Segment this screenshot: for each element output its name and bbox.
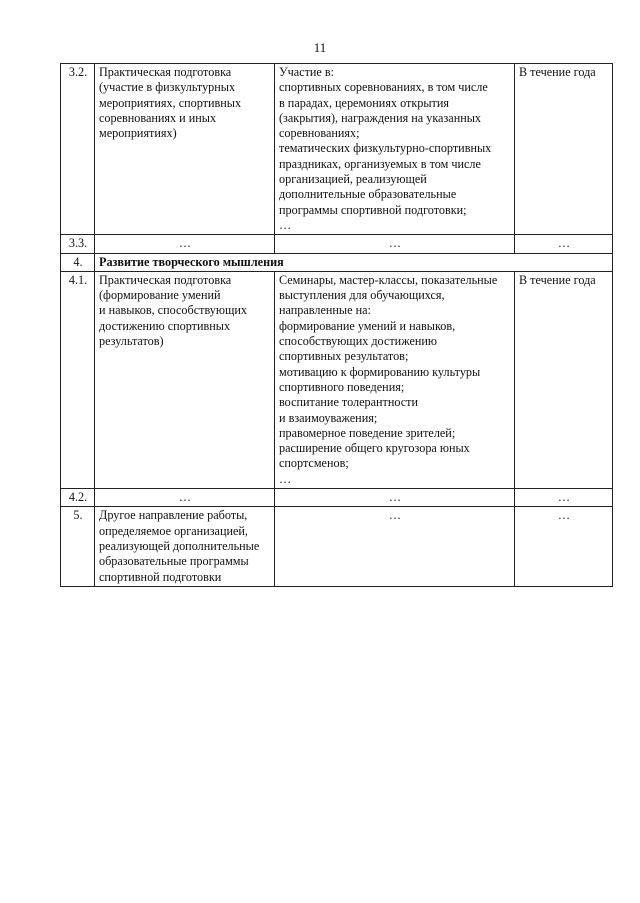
content-line: Участие в:: [279, 65, 335, 79]
direction-cell: [95, 64, 275, 235]
content-line: и взаимоуважения;: [279, 410, 378, 425]
content-line: Семинары, мастер-классы, показательные: [279, 272, 498, 287]
period-cell: В течение года: [515, 64, 613, 235]
content-line: в парадах, церемониях открытия: [279, 95, 449, 110]
table-row: [61, 235, 613, 253]
section-title: Развитие творческого мышления: [95, 253, 613, 271]
content-line: направленные на:: [279, 303, 371, 318]
content-line: соревнованиях;: [279, 126, 360, 141]
direction-line: Практическая подготовка: [99, 65, 232, 79]
content-line: программы спортивной подготовки;: [279, 202, 467, 217]
row-number: 3.2.: [61, 64, 95, 235]
content-line: формирование умений и навыков,: [279, 318, 456, 333]
direction-line: образовательные программы: [99, 554, 249, 569]
content-line: выступления для обучающихся,: [279, 288, 445, 303]
section-header-row: [61, 253, 613, 271]
row-number: 4.1.: [61, 271, 95, 488]
direction-line: (формирование умений: [99, 288, 221, 303]
page-number: 11: [313, 40, 327, 55]
content-line: …: [279, 217, 292, 232]
direction-line: Практическая подготовка: [99, 272, 232, 287]
table-row: [61, 271, 613, 488]
period-cell: …: [515, 489, 613, 507]
direction-cell: …: [95, 489, 275, 507]
direction-line: соревнованиях и иных: [99, 110, 217, 125]
direction-line: результатов): [99, 334, 164, 349]
direction-line: мероприятиях, спортивных: [99, 95, 242, 110]
content-cell: …: [275, 235, 515, 253]
row-number: 3.3.: [61, 235, 95, 253]
content-line: праздниках, организуемых в том числе: [279, 156, 481, 171]
content-line: спортсменов;: [279, 456, 349, 471]
content-line: тематических физкультурно-спортивных: [279, 141, 492, 156]
content-line: (закрытия), награждения на указанных: [279, 110, 482, 125]
content-line: способствующих достижению: [279, 334, 438, 349]
table-row: [61, 489, 613, 507]
direction-line: определяемое организацией,: [99, 523, 248, 538]
table-row: [61, 64, 613, 235]
direction-line: реализующей дополнительные: [99, 538, 260, 553]
content-line: спортивных соревнованиях, в том числе: [279, 80, 488, 95]
period-cell: …: [515, 235, 613, 253]
direction-cell: …: [95, 235, 275, 253]
period-cell: …: [515, 507, 613, 586]
direction-line: и навыков, способствующих: [99, 303, 247, 318]
content-line: правомерное поведение зрителей;: [279, 425, 456, 440]
content-line: расширение общего кругозора юных: [279, 441, 470, 456]
content-cell: [275, 271, 515, 488]
period-cell: В течение года: [515, 271, 613, 488]
content-line: организацией, реализующей: [279, 172, 427, 187]
content-cell: …: [275, 489, 515, 507]
content-cell: [275, 64, 515, 235]
direction-line: спортивной подготовки: [99, 569, 222, 584]
content-line: …: [279, 471, 292, 486]
row-number: 5.: [61, 507, 95, 586]
content-cell: …: [275, 507, 515, 586]
direction-cell: [95, 271, 275, 488]
content-line: спортивных результатов;: [279, 349, 409, 364]
content-line: мотивацию к формированию культуры: [279, 364, 481, 379]
direction-line: Другое направление работы,: [99, 508, 248, 523]
direction-line: (участие в физкультурных: [99, 80, 236, 95]
content-line: дополнительные образовательные: [279, 187, 457, 202]
row-number: 4.: [61, 253, 95, 271]
direction-line: мероприятиях): [99, 126, 177, 141]
table-row: [61, 507, 613, 586]
content-line: спортивного поведения;: [279, 379, 405, 394]
content-line: воспитание толерантности: [279, 395, 419, 410]
activity-plan-table: [60, 63, 613, 587]
direction-cell: [95, 507, 275, 586]
row-number: 4.2.: [61, 489, 95, 507]
direction-line: достижению спортивных: [99, 318, 231, 333]
